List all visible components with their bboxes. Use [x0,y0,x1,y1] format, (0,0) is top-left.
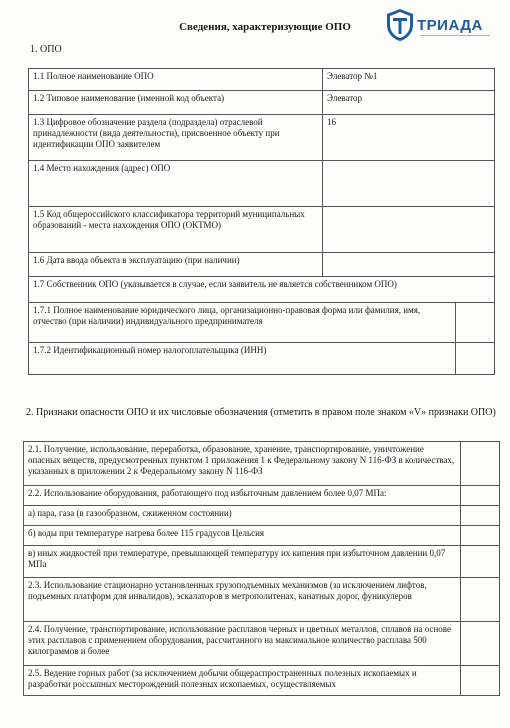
table-row [29,91,495,115]
row-value-cell[interactable]: 16 [323,115,495,161]
row-label: 1.1 Полное наименование ОПО [29,69,323,91]
row-label: 1.2 Типовое наименование (именной код объекта) [29,91,323,115]
logo-wordmark: ТРИАДА [417,17,483,34]
row-value-cell[interactable] [323,161,495,207]
hazard-label: 2.1. Получение, использование, переработка, образование, хранение, транспортирование, уничтожение опасных веществ, предусмотренных пунктом 1 приложения 1 к Федеральному закону N 116-ФЗ в количествах, указанных в приложении 2 к Федеральному закону N 116-ФЗ [24,442,461,486]
table-row [24,622,500,666]
hazard-checkbox-cell[interactable] [461,622,500,666]
shield-logo-icon [385,8,415,42]
owner-subrow-label: 1.7.1 Полное наименование юридического лица, организационно-правовая форма или фамилия, имя, отчество (при наличии) индивидуального предпринимателя [29,303,456,343]
hazard-checkbox-cell[interactable] [461,442,500,486]
hazard-checkbox-cell[interactable] [461,486,500,506]
hazard-label: в) иных жидкостей при температуре, превышающей температуру их кипения при избыточном давлении 0,07 МПа [24,546,461,578]
row-value-cell[interactable] [323,253,495,277]
row-label: 1.4 Место нахождения (адрес) ОПО [29,161,323,207]
row-label: 1.6 Дата ввода объекта в эксплуатацию (при наличии) [29,253,323,277]
row-value-cell[interactable] [323,207,495,253]
owner-subrow-value-cell[interactable] [456,343,495,375]
table-row [24,546,500,578]
table-row [24,506,500,526]
table-row [24,666,500,696]
owner-subrow-label: 1.7.2 Идентификационный номер налогоплательщика (ИНН) [29,343,456,375]
hazard-checkbox-cell[interactable] [461,546,500,578]
logo-tagline-line [420,35,490,39]
owner-row-label: 1.7 Собственник ОПО (указывается в случае, если заявитель не является собственником ОПО) [29,277,495,303]
page-title: Сведения, характеризующие ОПО [179,21,351,33]
hazard-checkbox-cell[interactable] [461,526,500,546]
table-row [29,303,495,343]
table-row [29,115,495,161]
table-row [29,343,495,375]
table-row [24,486,500,506]
section-2-heading: 2. Признаки опасности ОПО и их числовые обозначения (отметить в правом поле знаком «V» признаки ОПО) [26,407,496,418]
row-value-cell[interactable]: Элеватор [323,91,495,115]
hazard-checkbox-cell[interactable] [461,578,500,622]
hazard-label: 2.5. Ведение горных работ (за исключением добычи общераспространенных полезных ископаемых и разработки россыпных месторождений полезных ископаемых, осуществляемых [24,666,461,696]
table-row [29,161,495,207]
table-row [24,442,500,486]
table-row [29,207,495,253]
row-label: 1.3 Цифровое обозначение раздела (подраздела) отраслевой принадлежности (вида деятельности), присвоенное объекту при идентификации ОПО заявителем [29,115,323,161]
table-row [29,277,495,303]
owner-subrow-value-cell[interactable] [456,303,495,343]
row-label: 1.5 Код общероссийского классификатора территорий муниципальных образований - места нахождения ОПО (ОКТМО) [29,207,323,253]
hazard-label: а) пара, газа (в газообразном, сжиженном состоянии) [24,506,461,526]
section-1-heading: 1. ОПО [30,44,62,55]
section-2-table [23,441,500,696]
hazard-label: 2.2. Использование оборудования, работающего под избыточным давлением более 0,07 МПа: [24,486,461,506]
hazard-label: б) воды при температуре нагрева более 115 градусов Цельсия [24,526,461,546]
row-value-cell[interactable]: Элеватор №1 [323,69,495,91]
hazard-label: 2.3. Использование стационарно установленных грузоподъемных механизмов (за исключением лифтов, подъемных платформ для инвалидов), эскалаторов в метрополитенах, канатных дорог, фуникулеров [24,578,461,622]
table-row [24,526,500,546]
table-row [29,69,495,91]
hazard-checkbox-cell[interactable] [461,666,500,696]
hazard-checkbox-cell[interactable] [461,506,500,526]
company-logo [385,8,495,44]
section-1-table [28,68,495,375]
table-row [24,578,500,622]
table-row [29,253,495,277]
hazard-label: 2.4. Получение, транспортирование, использование расплавов черных и цветных металлов, сплавов на основе этих расплавов с применением оборудования, рассчитанного на максимальное количество расплава 500 килограммов и более [24,622,461,666]
